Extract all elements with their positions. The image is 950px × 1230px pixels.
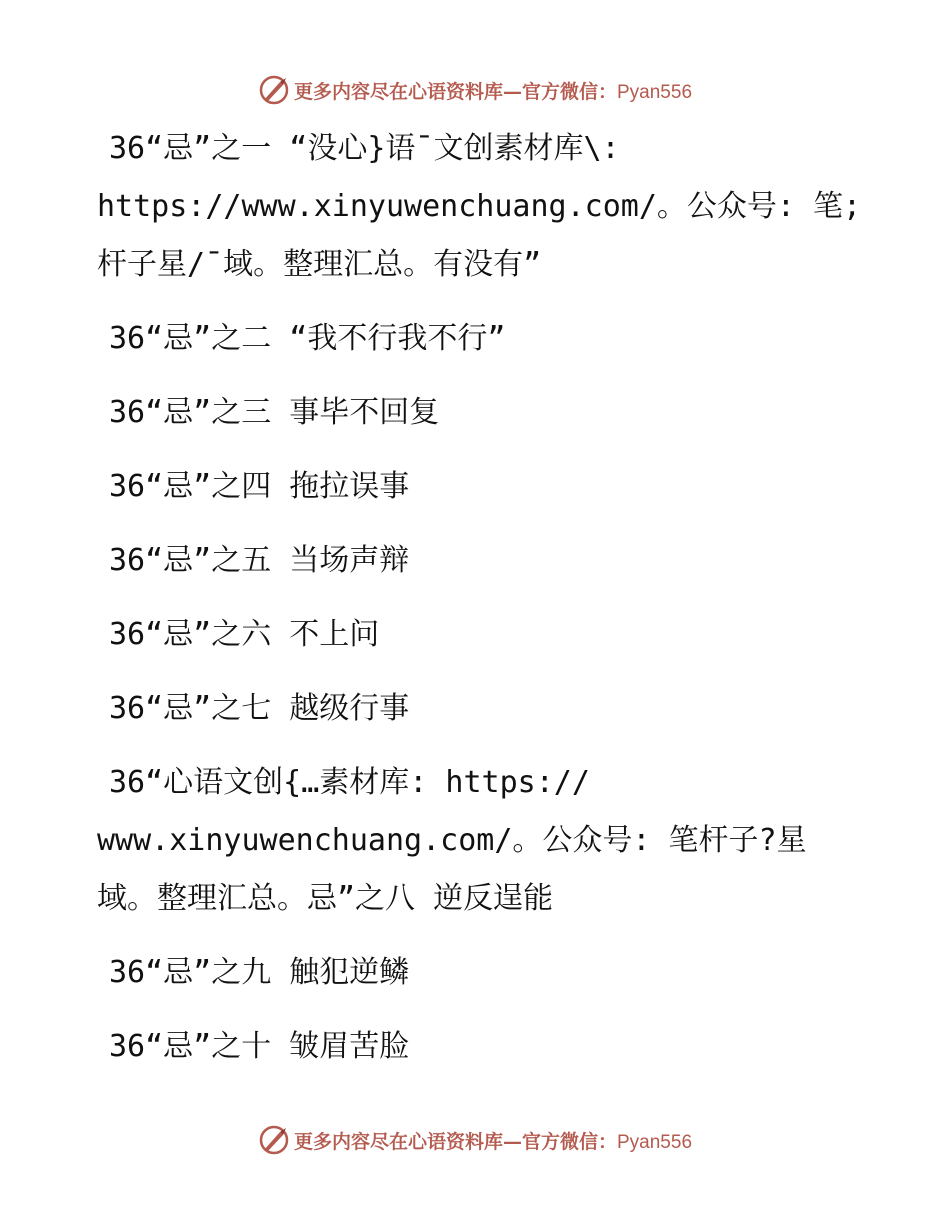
list-item [97,754,857,928]
item-5-line-1: 36“忌”之五 当场声辩 [109,543,410,578]
item-7-line-1: 36“忌”之七 越级行事 [109,691,410,726]
list-item [97,1018,857,1076]
document-body [97,120,862,1076]
item-1-line-2: https://www.xinyuwenchuang.com/。公众号: 笔; [97,189,862,224]
item-8-line-1: 36“心语文创{…素材库: https:// [109,765,590,800]
watermark-text: 更多内容尽在心语资料库—官方微信：Pyan556 [293,1130,693,1153]
quill-logo-icon [258,74,290,106]
watermark-text: 更多内容尽在心语资料库—官方微信：Pyan556 [293,80,693,103]
item-8-line-2: www.xinyuwenchuang.com/。公众号: 笔杆子?星 [97,823,807,858]
item-9-line-1: 36“忌”之九 触犯逆鳞 [109,955,410,990]
watermark-wechat-id: Pyan556 [617,81,693,103]
footer-watermark [0,1122,950,1158]
list-item [97,606,857,664]
list-item [97,384,857,442]
item-10-line-1: 36“忌”之十 皱眉苦脸 [109,1029,410,1064]
item-2-line-1: 36“忌”之二 “我不行我不行” [109,321,506,356]
item-8-line-3: 域。整理汇总。忌”之八 逆反逞能 [97,881,554,916]
item-6-line-1: 36“忌”之六 不上问 [109,617,380,652]
quill-logo-icon [258,1124,290,1156]
item-4-line-1: 36“忌”之四 拖拉误事 [109,469,410,504]
list-item [97,680,857,738]
header-watermark [0,72,950,108]
watermark-wechat-id: Pyan556 [617,1131,693,1153]
item-3-line-1: 36“忌”之三 事毕不回复 [109,395,440,430]
item-1-line-1: 36“忌”之一 “没心}语¯文创素材库\: [109,131,620,166]
item-1-line-3: 杆子星/¯域。整理汇总。有没有” [97,247,542,282]
list-item [97,944,857,1002]
list-item [97,120,862,294]
list-item [97,458,857,516]
list-item [97,532,857,590]
list-item [97,310,857,368]
